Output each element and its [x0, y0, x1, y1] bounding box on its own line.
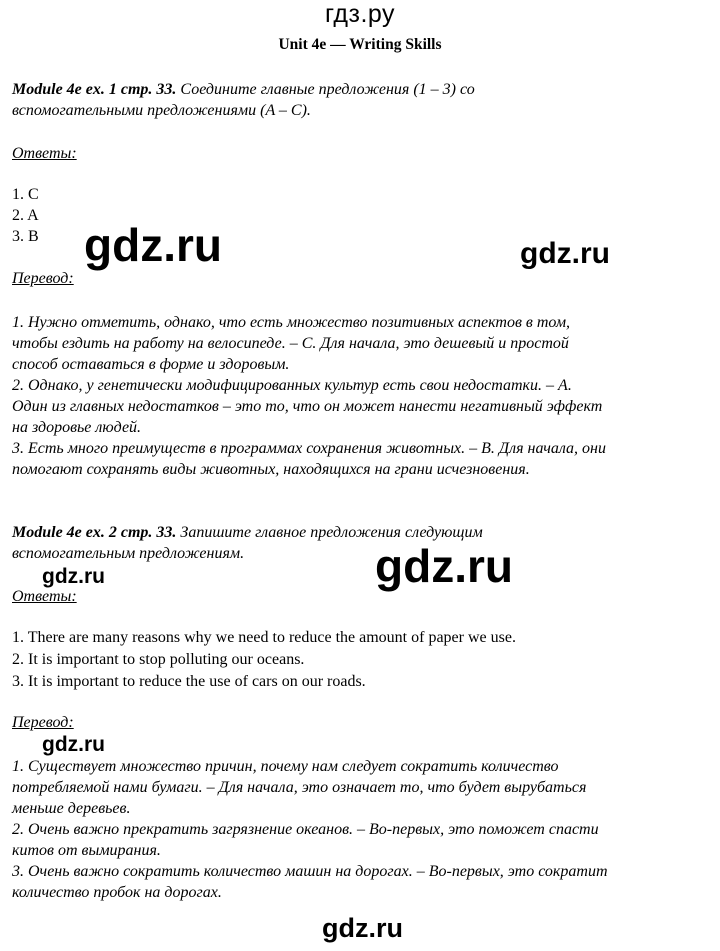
- watermark: gdz.ru: [520, 237, 610, 270]
- exercise2-module-ref: Module 4e ex. 2 стр. 33.: [12, 524, 177, 541]
- exercise2-translation-line: потребляемой нами бумаги. – Для начала, это означает то, что будет вырубаться: [12, 779, 587, 796]
- exercise2-translation-line: 2. Очень важно прекратить загрязнение океанов. – Во-первых, это поможет спасти: [12, 821, 599, 838]
- exercise2-answers-heading: Ответы:: [12, 588, 77, 605]
- exercise1-instruction-text: Соедините главные предложения (1 – 3) со: [180, 81, 475, 98]
- exercise1-translation-line: 3. Есть много преимуществ в программах сохранения животных. – B. Для начала, они: [12, 440, 606, 457]
- exercise1-answer: 1. C: [12, 186, 39, 203]
- site-header: гдз.ру: [324, 0, 396, 28]
- exercise1-instruction-cont: вспомогательными предложениями (A – C).: [12, 102, 311, 119]
- exercise1-translation-line: 2. Однако, у генетически модифицированных культур есть свои недостатки. – A.: [12, 377, 572, 394]
- watermark: gdz.ru: [42, 565, 105, 588]
- exercise1-module-ref: Module 4e ex. 1 стр. 33.: [12, 81, 177, 98]
- exercise2-answer: 1. There are many reasons why we need to reduce the amount of paper we use.: [12, 629, 516, 646]
- exercise2-instruction-cont: вспомогательным предложениям.: [12, 545, 245, 562]
- exercise1-translation-line: чтобы ездить на работу на велосипеде. – C. Для начала, это дешевый и простой: [12, 335, 569, 352]
- exercise1-translation-line: Один из главных недостатков – это то, что он может нанести негативный эффект: [12, 398, 603, 415]
- exercise1-translation-heading: Перевод:: [12, 270, 74, 287]
- exercise1-translation-line: 1. Нужно отметить, однако, что есть множество позитивных аспектов в том,: [12, 314, 571, 331]
- watermark: gdz.ru: [42, 733, 105, 756]
- exercise1-translation-line: помогают сохранять виды животных, находящихся на грани исчезновения.: [12, 461, 530, 478]
- page-title: Unit 4e — Writing Skills: [278, 36, 442, 53]
- exercise2-translation-line: количество пробок на дорогах.: [12, 884, 222, 901]
- exercise1-answer: 2. A: [12, 207, 39, 224]
- exercise2-answer: 3. It is important to reduce the use of cars on our roads.: [12, 673, 366, 690]
- exercise1-translation-line: на здоровье людей.: [12, 419, 142, 436]
- exercise2-translation-line: китов от вымирания.: [12, 842, 161, 859]
- exercise2-instruction-text: Запишите главное предложения следующим: [180, 524, 483, 541]
- exercise2-translation-heading: Перевод:: [12, 714, 74, 731]
- watermark: gdz.ru: [375, 540, 513, 592]
- exercise2-answer: 2. It is important to stop polluting our oceans.: [12, 651, 305, 668]
- watermark: gdz.ru: [84, 219, 222, 271]
- exercise2-translation-line: 3. Очень важно сократить количество машин на дорогах. – Во-первых, это сократит: [12, 863, 608, 880]
- exercise1-answers-heading: Ответы:: [12, 145, 77, 162]
- exercise2-translation-line: 1. Существует множество причин, почему нам следует сократить количество: [12, 758, 559, 775]
- watermark: gdz.ru: [322, 913, 403, 943]
- exercise2-translation-line: меньше деревьев.: [12, 800, 131, 817]
- exercise1-translation-line: способ оставаться в форме и здоровым.: [12, 356, 290, 373]
- exercise1-answer: 3. B: [12, 228, 39, 245]
- exercise1-instruction: [12, 79, 475, 101]
